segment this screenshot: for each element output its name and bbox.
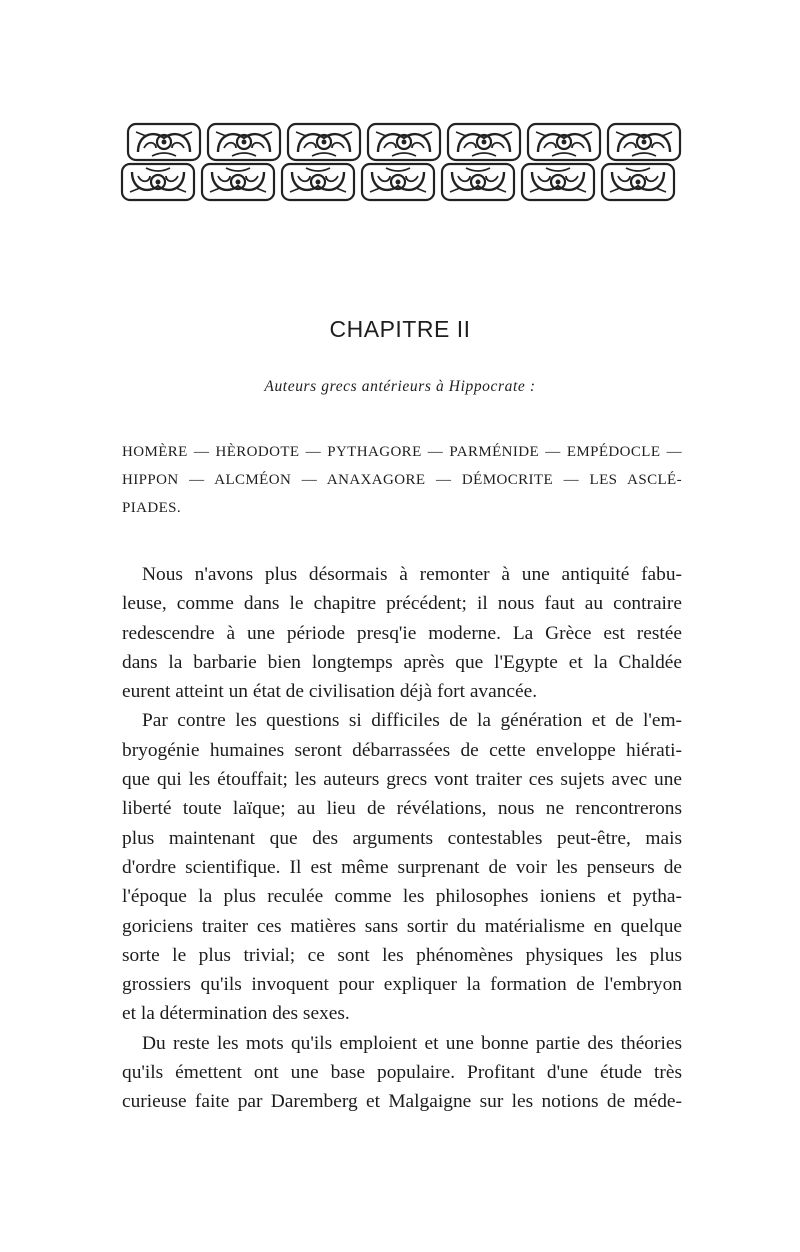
body-text: [122, 560, 682, 1117]
summary-line: PIADES.: [122, 500, 182, 516]
body-line: bryogénie humaines seront débarrassées de cette enveloppe hiérati-: [122, 739, 682, 761]
body-line: eurent atteint un état de civilisation déjà fort avancée.: [122, 681, 538, 703]
ornament-icon: [120, 122, 682, 202]
body-line: Nous n'avons plus désormais à remonter à une antiquité fabu-: [142, 564, 682, 585]
chapter-title: CHAPITRE II: [329, 316, 471, 342]
chapter-subtitle: Auteurs grecs antérieurs à Hippocrate :: [264, 378, 536, 395]
body-line: goriciens traiter ces matières sans sortir du matérialisme en quelque: [122, 915, 682, 937]
body-line: liberté toute laïque; au lieu de révélations, nous ne rencontrerons: [122, 798, 682, 820]
body-line: d'ordre scientifique. Il est même surprenant de voir les penseurs de: [122, 856, 682, 878]
body-line: leuse, comme dans le chapitre précédent; il nous faut au contraire: [122, 593, 682, 615]
body-line: sorte le plus trivial; ce sont les phénomènes physiques les plus: [122, 944, 682, 966]
decorative-header-band: [120, 122, 682, 202]
body-line: qu'ils émettent ont une base populaire. Profitant d'une étude très: [122, 1062, 682, 1084]
summary-line: HIPPON — ALCMÉON — ANAXAGORE — DÉMOCRITE — LES ASCLÉ-: [122, 472, 682, 488]
body-line: et la détermination des sexes.: [122, 1003, 350, 1025]
body-line: l'époque la plus reculée comme les philosophes ioniens et pytha-: [122, 886, 682, 908]
body-line: Du reste les mots qu'ils emploient et une bonne partie des théories: [142, 1032, 682, 1054]
chapter-summary: [122, 438, 682, 522]
body-line: grossiers qu'ils invoquent pour expliquer la formation de l'embryon: [122, 974, 682, 996]
body-line: dans la barbarie bien longtemps après que l'Egypte et la Chaldée: [122, 651, 682, 673]
body-line: curieuse faite par Daremberg et Malgaigne sur les notions de méde-: [122, 1091, 682, 1113]
body-line: plus maintenant que des arguments contestables peut-être, mais: [122, 827, 682, 849]
summary-line: HOMÈRE — HÈRODOTE — PYTHAGORE — PARMÉNIDE — EMPÉDOCLE —: [122, 444, 682, 460]
body-line: Par contre les questions si difficiles de la génération et de l'em-: [142, 710, 682, 732]
body-line: que qui les étouffait; les auteurs grecs vont traiter ces sujets avec une: [122, 769, 682, 791]
body-line: redescendre à une période presq'ie moderne. La Grèce est restée: [122, 622, 682, 644]
